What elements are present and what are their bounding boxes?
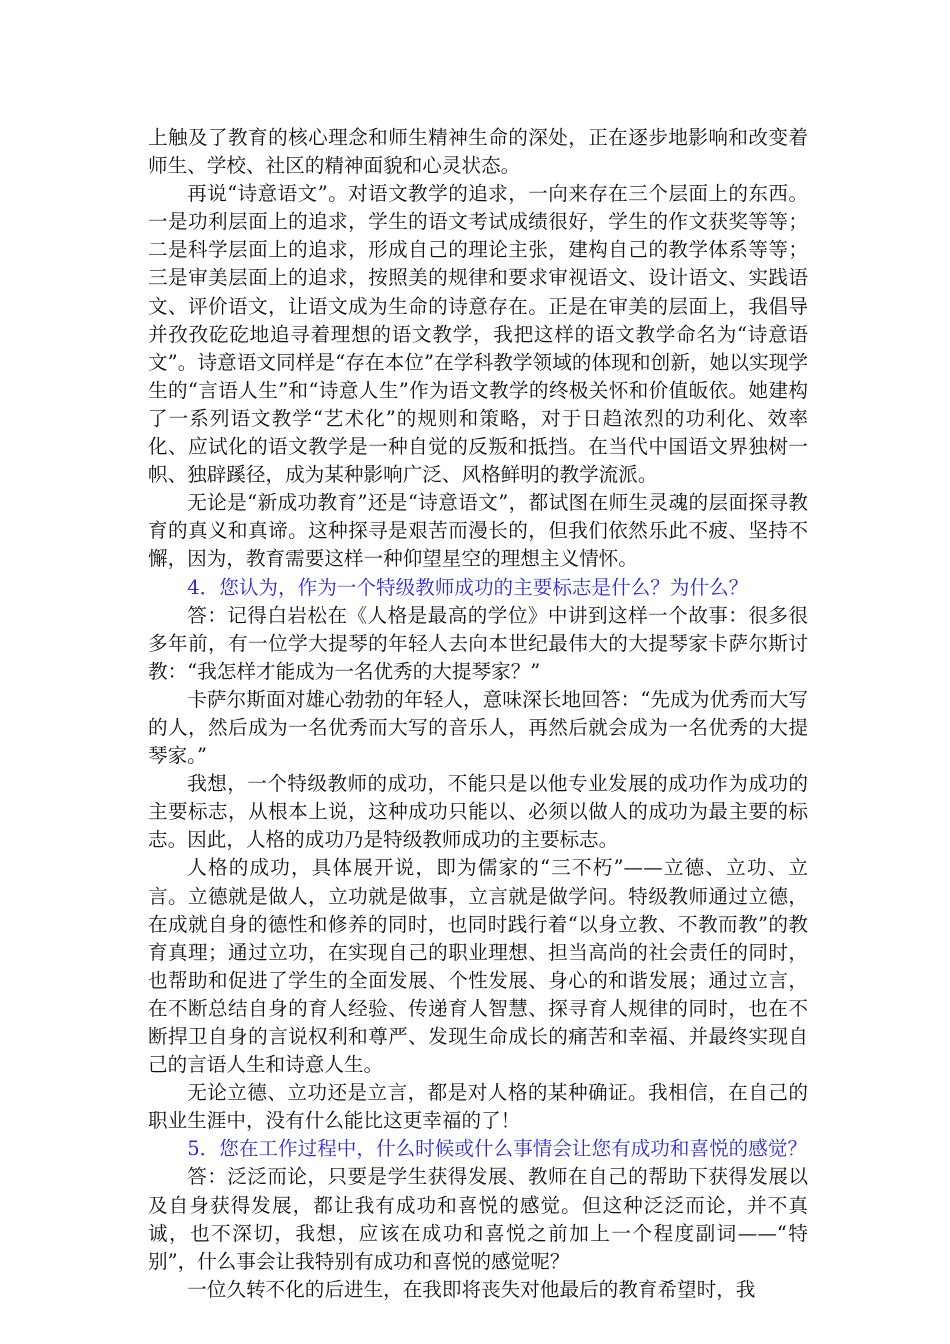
paragraph-intro-continuation: 上触及了教育的核心理念和师生精神生命的深处，正在逐步地影响和改变着师生、学校、社区的精神面貌和心灵状态。: [148, 126, 808, 178]
answer-4-conclusion: 无论立德、立功还是立言，都是对人格的某种确证。我相信，在自己的职业生涯中，没有什么能比这更幸福的了！: [148, 1081, 808, 1133]
answer-4-main-sign: 我想，一个特级教师的成功，不能只是以他专业发展的成功作为成功的主要标志，从根本上说，这种成功只能以、必须以做人的成功为最主要的标志。因此，人格的成功乃是特级教师成功的主要标志。: [148, 772, 808, 852]
paragraph-poetic-chinese: 再说“诗意语文”。对语文教学的追求，一向来存在三个层面上的东西。一是功利层面上的追求，学生的语文考试成绩很好，学生的作文获奖等等；二是科学层面上的追求，形成自己的理论主张，建构自己的教学体系等等；三是审美层面上的追求，按照美的规律和要求审视语文、设计语文、实践语文、评价语文，让语文成为生命的诗意存在。正是在审美的层面上，我倡导并孜孜矻矻地追寻着理想的语文教学，我把这样的语文教学命名为“诗意语文”。诗意语文同样是“存在本位”在学科教学领域的体现和创新，她以实现学生的“言语人生”和“诗意人生”作为语文教学的终极关怀和价值皈依。她建构了一系列语文教学“艺术化”的规则和策略，对于日趋浓烈的功利化、效率化、应试化的语文教学是一种自觉的反叛和抵挡。在当代中国语文界独树一帜、独辟蹊径，成为某种影响广泛、风格鲜明的教学流派。: [148, 182, 808, 487]
question-5-heading: 5．您在工作过程中，什么时候或什么事情会让您有成功和喜悦的感觉？: [187, 1137, 808, 1161]
answer-5-general: 答：泛泛而论，只要是学生获得发展、教师在自己的帮助下获得发展以及自身获得发展，都让我有成功和喜悦的感觉。但这种泛泛而论，并不真诚，也不深切，我想，应该在成功和喜悦之前加上一个程度副词——“特别”，什么事会让我特别有成功和喜悦的感觉呢？: [148, 1165, 808, 1273]
paragraph-soul-level: 无论是“新成功教育”还是“诗意语文”，都试图在师生灵魂的层面探寻教育的真义和真谛。这种探寻是艰苦而漫长的，但我们依然乐此不疲、坚持不懈，因为，教育需要这样一种仰望星空的理想主义情怀。: [148, 491, 808, 571]
answer-4-casals-reply: 卡萨尔斯面对雄心勃勃的年轻人，意味深长地回答：“先成为优秀而大写的人，然后成为一名优秀而大写的音乐人，再然后就会成为一名优秀的大提琴家。”: [148, 687, 808, 768]
document-page: [148, 124, 808, 1304]
answer-4-story: 答：记得白岩松在《人格是最高的学位》中讲到这样一个故事：很多很多年前，有一位学大提琴的年轻人去向本世纪最伟大的大提琴家卡萨尔斯讨教：“我怎样才能成为一名优秀的大提琴家？”: [148, 603, 808, 683]
answer-5-story-start: 一位久转不化的后进生，在我即将丧失对他最后的教育希望时，我: [187, 1277, 756, 1301]
question-4-heading: 4．您认为，作为一个特级教师成功的主要标志是什么？为什么？: [187, 575, 749, 599]
answer-4-three-immortals: 人格的成功，具体展开说，即为儒家的“三不朽”——立德、立功、立言。立德就是做人，立功就是做事，立言就是做学问。特级教师通过立德，在成就自身的德性和修养的同时，也同时践行着“以身立教、不教而教”的教育真理；通过立功，在实现自己的职业理想、担当高尚的社会责任的同时，也帮助和促进了学生的全面发展、个性发展、身心的和谐发展；通过立言，在不断总结自身的育人经验、传递育人智慧、探寻育人规律的同时，也在不断捍卫自身的言说权利和尊严、发现生命成长的痛苦和幸福、并最终实现自己的言语人生和诗意人生。: [148, 856, 808, 1077]
